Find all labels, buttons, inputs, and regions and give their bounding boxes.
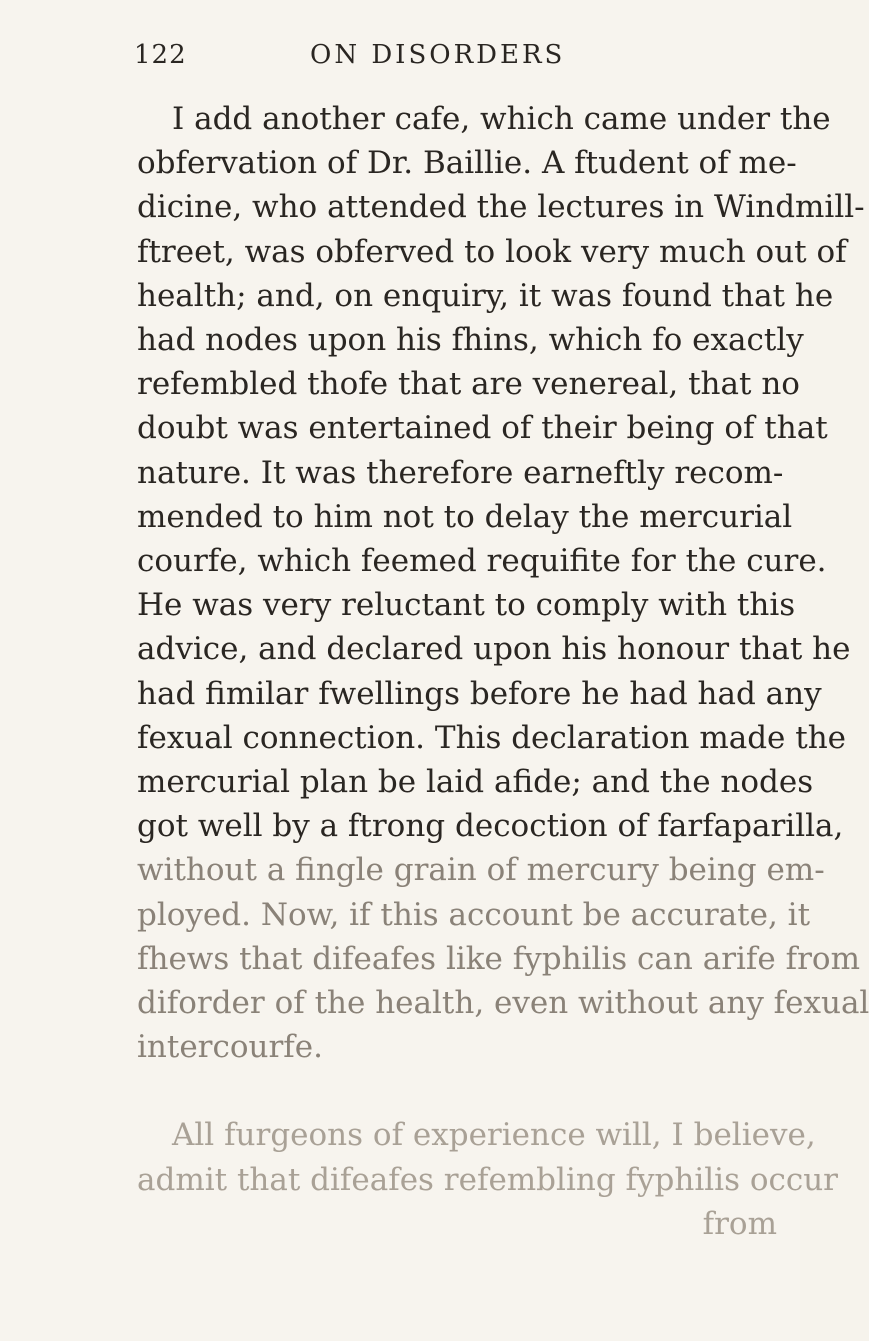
text-line: without a fingle grain of mercury being em- — [137, 852, 825, 889]
text-line: fexual connection. This declaration made the — [137, 719, 847, 756]
text-line: fhews that difeafes like fyphilis can arife from — [137, 940, 860, 977]
text-line: got well by a ftrong decoction of farfaparilla, — [137, 808, 844, 845]
text-line: health; and, on enquiry, it was found that he — [137, 277, 834, 314]
catchword: from — [702, 1205, 777, 1242]
text-line: nature. It was therefore earneftly recom- — [137, 454, 784, 491]
text-line: intercourfe. — [137, 1029, 323, 1066]
text-line: mercurial plan be laid afide; and the nodes — [137, 764, 814, 801]
text-line: doubt was entertained of their being of that — [137, 410, 828, 447]
text-line: refembled thofe that are venereal, that no — [137, 366, 800, 403]
text-line: dicine, who attended the lectures in Windmill- — [137, 189, 865, 226]
text-line: I add another cafe, which came under the — [172, 101, 831, 137]
text-line: admit that difeafes refembling fyphilis occur — [137, 1161, 838, 1198]
text-line: diforder of the health, even without any fexual — [137, 985, 869, 1022]
text-line: advice, and declared upon his honour that he — [137, 631, 851, 668]
text-line: mended to him not to delay the mercurial — [137, 498, 793, 535]
text-line: had nodes upon his fhins, which fo exactly — [137, 322, 804, 359]
running-head — [134, 40, 774, 80]
body-text — [137, 97, 869, 1246]
page-number: 122 — [134, 40, 187, 70]
text-line: ftreet, was obferved to look very much out of — [137, 233, 847, 270]
text-line: courfe, which feemed requifite for the cure. — [137, 543, 827, 580]
text-line: ployed. Now, if this account be accurate, it — [137, 896, 811, 933]
text-line: had fimilar fwellings before he had had any — [137, 675, 822, 712]
running-title: ON DISORDERS — [310, 40, 566, 70]
text-line: obfervation of Dr. Baillie. A ftudent of me- — [137, 145, 797, 182]
paragraph-gap — [137, 1069, 777, 1113]
text-line: All furgeons of experience will, I believe, — [172, 1117, 816, 1154]
text-line: He was very reluctant to comply with this — [137, 587, 796, 624]
